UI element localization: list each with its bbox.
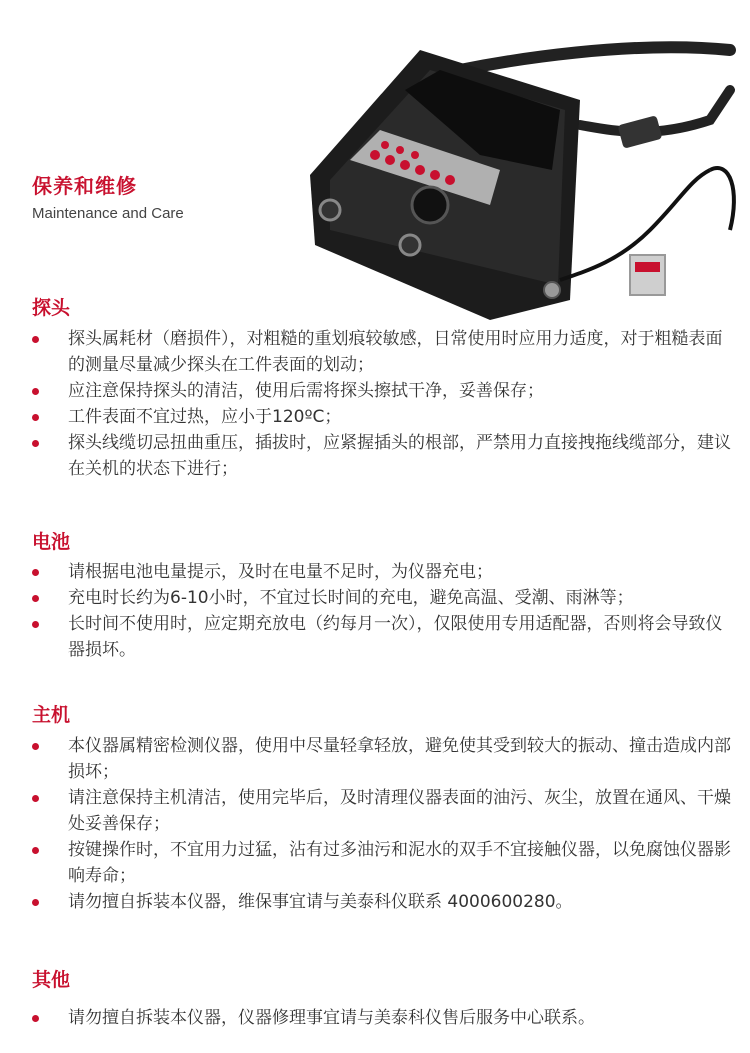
page-header — [32, 170, 184, 222]
list-item: 本仪器属精密检测仪器，使用中尽量轻拿轻放，避免使其受到较大的振动、撞击造成内部损坏； — [0, 733, 750, 785]
list-item: 探头线缆切忌扭曲重压，插拔时，应紧握插头的根部，严禁用力直接拽拖线缆部分，建议在关机的状态下进行； — [0, 430, 750, 482]
item-list — [0, 559, 750, 663]
list-item: 请勿擅自拆装本仪器，维保事宜请与美泰科仪联系 4000600280。 — [0, 889, 750, 915]
item-list — [0, 733, 750, 915]
item-list — [0, 326, 750, 482]
list-item: 探头属耗材（磨损件），对粗糙的重划痕较敏感，日常使用时应用力适度，对于粗糙表面的测量尽量减少探头在工件表面的划动； — [0, 326, 750, 378]
list-item: 请根据电池电量提示，及时在电量不足时，为仪器充电； — [0, 559, 750, 585]
device-image — [290, 30, 750, 320]
list-item: 按键操作时，不宜用力过猛，沾有过多油污和泥水的双手不宜接触仪器，以免腐蚀仪器影响寿命； — [0, 837, 750, 889]
section-title: 电池 — [32, 531, 71, 553]
list-item: 工件表面不宜过热，应小于120ºC； — [0, 404, 750, 430]
list-item: 长时间不使用时，应定期充放电（约每月一次），仅限使用专用适配器，否则将会导致仪器损坏。 — [0, 611, 750, 663]
list-item: 请注意保持主机清洁，使用完毕后，及时清理仪器表面的油污、灰尘，放置在通风、干燥处妥善保存； — [0, 785, 750, 837]
page-subtitle: Maintenance and Care — [32, 205, 184, 222]
section-title: 探头 — [32, 297, 71, 319]
item-list — [0, 1005, 750, 1031]
list-item: 应注意保持探头的清洁，使用后需将探头擦拭干净，妥善保存； — [0, 378, 750, 404]
section-title: 主机 — [32, 704, 71, 726]
section-title: 其他 — [32, 969, 71, 991]
list-item: 请勿擅自拆装本仪器，仪器修理事宜请与美泰科仪售后服务中心联系。 — [0, 1005, 750, 1031]
list-item: 充电时长约为6-10小时，不宜过长时间的充电，避免高温、受潮、雨淋等； — [0, 585, 750, 611]
page-title: 保养和维修 — [32, 174, 137, 198]
